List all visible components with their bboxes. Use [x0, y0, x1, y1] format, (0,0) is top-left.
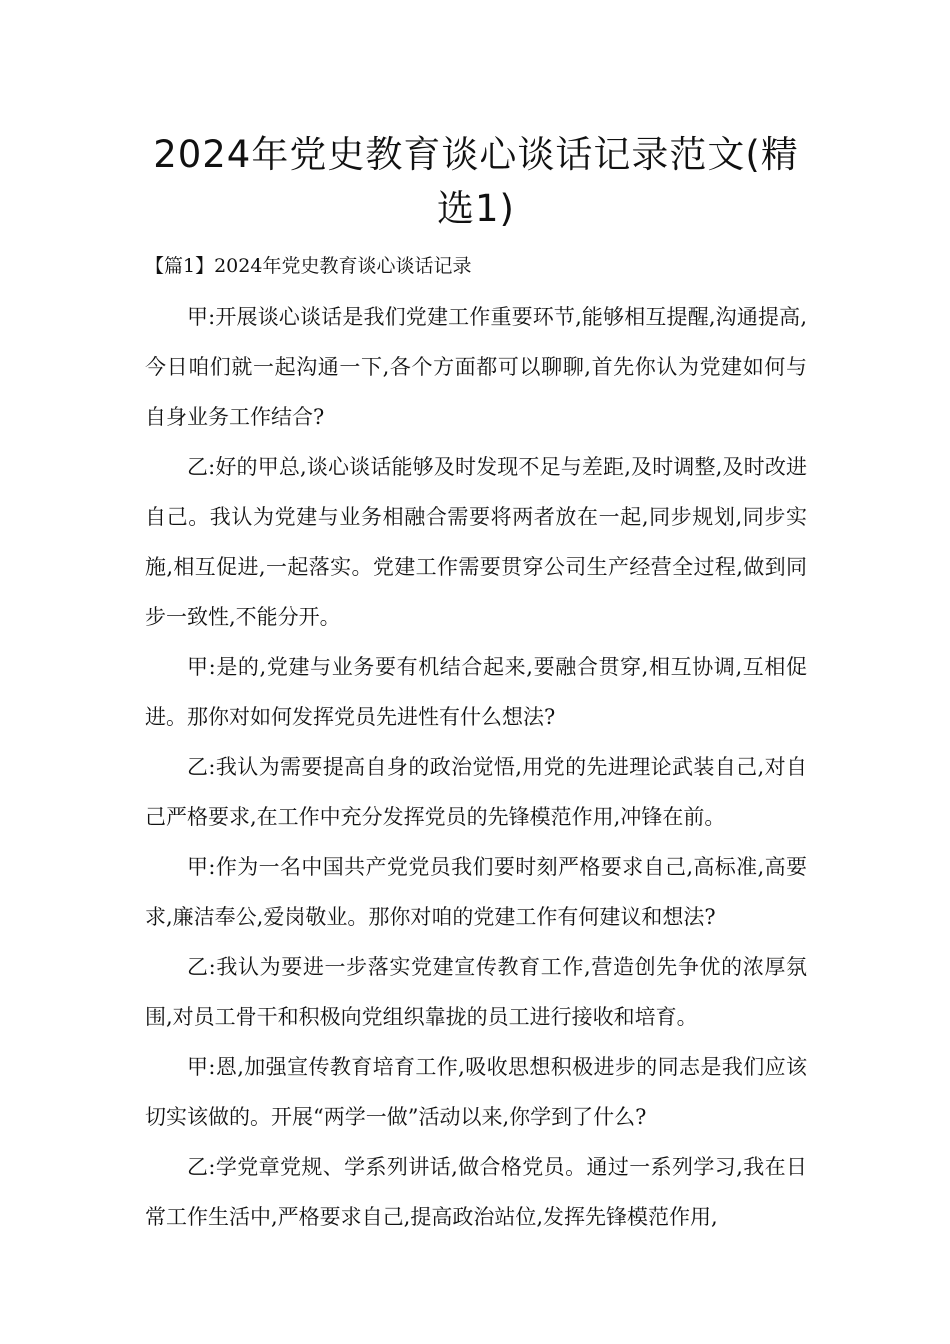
dialogue-paragraph-2: 乙:好的甲总,谈心谈话能够及时发现不足与差距,及时调整,及时改进自己。我认为党建与业务相融合需要将两者放在一起,同步规划,同步实施,相互促进,一起落实。党建工作需要贯穿公司生产经营全过程,做到同步一致性,不能分开。: [145, 455, 807, 629]
dialogue-paragraph-7: 甲:恩,加强宣传教育培育工作,吸收思想积极进步的同志是我们应该切实该做的。开展“两学一做”活动以来,你学到了什么?: [145, 1055, 807, 1129]
dialogue-paragraph-6: 乙:我认为要进一步落实党建宣传教育工作,营造创先争优的浓厚氛围,对员工骨干和积极向党组织靠拢的员工进行接收和培育。: [145, 955, 807, 1029]
document-title: 2024年党史教育谈心谈话记录范文(精选1): [153, 133, 799, 230]
dialogue-paragraph-3: 甲:是的,党建与业务要有机结合起来,要融合贯穿,相互协调,互相促进。那你对如何发挥党员先进性有什么想法?: [145, 655, 807, 729]
dialogue-paragraph-1: 甲:开展谈心谈话是我们党建工作重要环节,能够相互提醒,沟通提高,今日咱们就一起沟通一下,各个方面都可以聊聊,首先你认为党建如何与自身业务工作结合?: [145, 305, 807, 429]
section-heading: 【篇1】2024年党史教育谈心谈话记录: [145, 255, 472, 277]
dialogue-paragraph-5: 甲:作为一名中国共产党党员我们要时刻严格要求自己,高标准,高要求,廉洁奉公,爱岗敬业。那你对咱的党建工作有何建议和想法?: [145, 855, 807, 929]
dialogue-paragraph-4: 乙:我认为需要提高自身的政治觉悟,用党的先进理论武装自己,对自己严格要求,在工作中充分发挥党员的先锋模范作用,冲锋在前。: [145, 755, 807, 829]
dialogue-paragraph-8: 乙:学党章党规、学系列讲话,做合格党员。通过一系列学习,我在日常工作生活中,严格要求自己,提高政治站位,发挥先锋模范作用,: [145, 1155, 807, 1229]
